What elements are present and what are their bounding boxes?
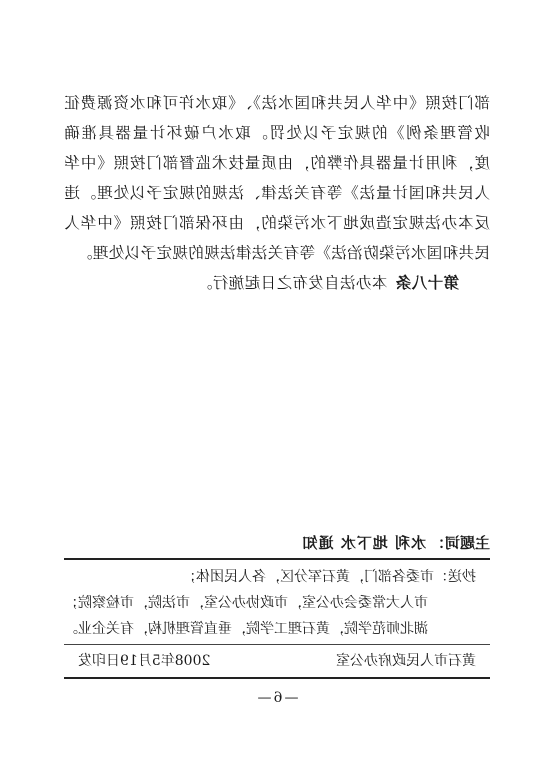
- divider: [64, 677, 490, 679]
- subject-label: 主题词：: [429, 534, 490, 552]
- subject-keywords: 水利 地下水 通知: [301, 534, 426, 552]
- subject-words: [64, 528, 490, 558]
- body-text: [64, 88, 490, 298]
- cc-list: [64, 560, 490, 644]
- document-footer-block: [64, 528, 490, 679]
- cc-line-1: 市委各部门，黄石军分区，各人民团体；: [182, 569, 434, 585]
- cc-line: [64, 564, 490, 590]
- body-paragraph: 部门按照《中华人民共和国水法》、《取水许可和水资源费征收管理条例》的规定予以处罚。取水户破坏计量器具准确度，利用计量器具作弊的，由质量技术监督部门按照《中华人民共和国计量法》等有关法律、法规的规定予以处理。违反本办法规定造成地下水污染的，由环保部门按照《中华人民共和国水污染防治法》等有关法律法规的规定予以处理。: [64, 94, 490, 262]
- article-18: [64, 268, 490, 298]
- issue-line: [64, 645, 490, 677]
- article-text: 本办法自发布之日起施行。: [196, 274, 388, 292]
- article-label: 第十八条: [395, 273, 459, 292]
- issue-date: 2008年5月19日印发: [78, 653, 211, 669]
- page-number: —6—: [255, 690, 299, 706]
- cc-label: 抄送：: [434, 569, 476, 585]
- issuer: 黄石市人民政府办公室: [336, 653, 476, 669]
- cc-line-2: 市人大常委会办公室，市政协办公室，市法院，市检察院；: [64, 595, 428, 611]
- cc-line-3: 湖北师范学院，黄石理工学院，垂直管理机构，有关企业。: [64, 621, 428, 637]
